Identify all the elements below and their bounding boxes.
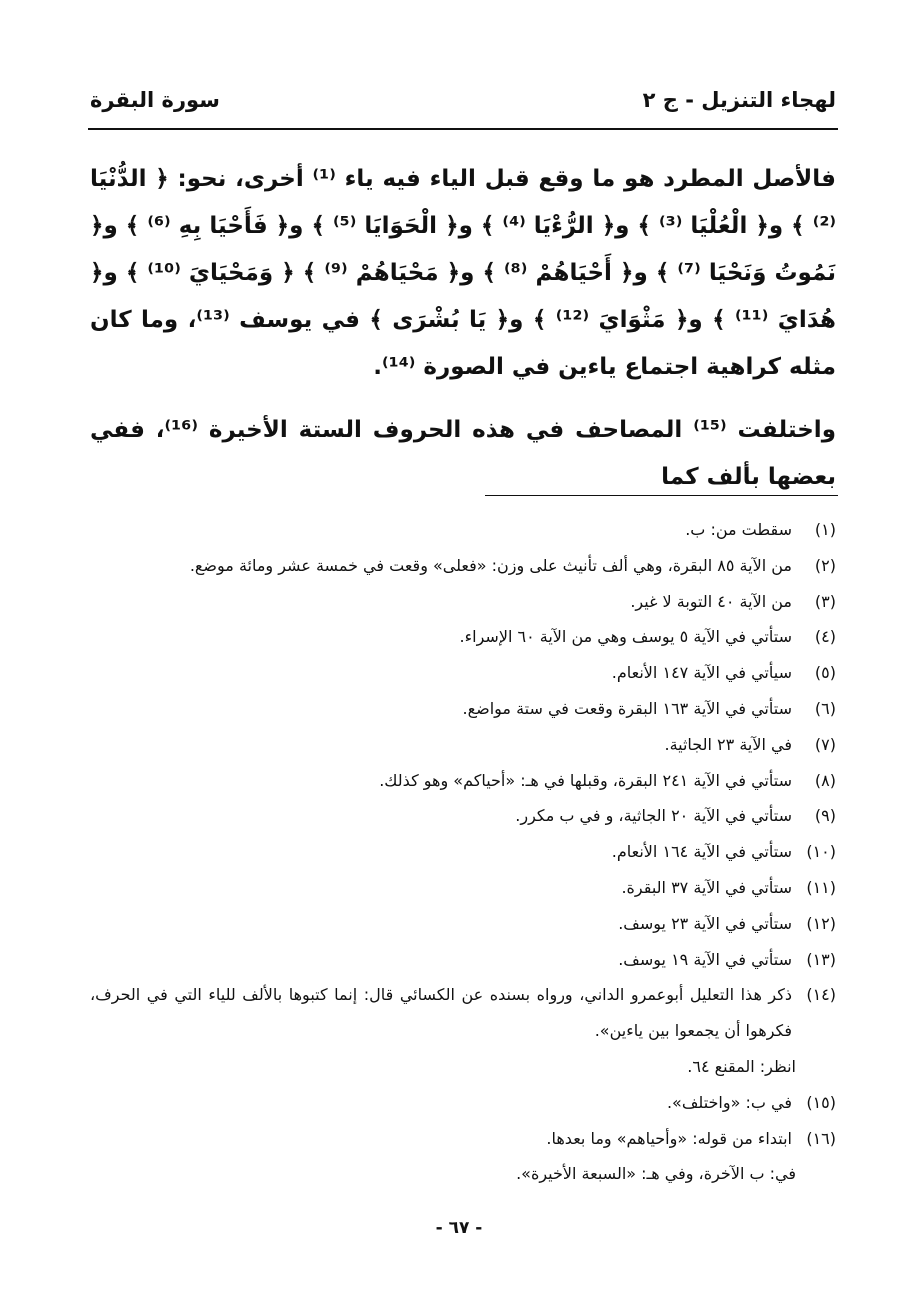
running-title-surah: سورة البقرة (90, 88, 220, 112)
footnote-1 (90, 512, 836, 548)
footnote-8 (90, 763, 836, 799)
footnote-number: (١٣) (806, 949, 836, 969)
footnote-text: ستأتي في الآية ١٩ يوسف. (618, 949, 792, 969)
footnote-text: سيأتي في الآية ١٤٧ الأنعام. (611, 663, 792, 683)
main-text (90, 156, 836, 501)
footnote-14 (90, 977, 836, 1049)
footnote-text: ستأتي في الآية ٥ يوسف وهي من الآية ٦٠ الإسراء. (459, 627, 792, 647)
footnote-number: (٩) (814, 806, 836, 826)
footnote-number: (٤) (814, 627, 836, 647)
footnote-number: (٦) (814, 698, 836, 718)
footnote-number: (٥) (814, 663, 836, 683)
footnote-16 (90, 1121, 836, 1157)
footnote-16-continuation (90, 1156, 836, 1192)
footnote-number: (١٦) (806, 1128, 836, 1148)
footnote-separator (485, 495, 838, 496)
footnote-text: ذكر هذا التعليل أبوعمرو الداني، ورواه بسنده عن الكسائي قال: إنما كتبوها بالألف للياء التي في الحرف، فكرهوا أن يجمعوا بين ياءين». (90, 985, 792, 1041)
footnote-7 (90, 727, 836, 763)
page-header (90, 82, 836, 118)
footnote-text: سقطت من: ب. (685, 520, 792, 539)
footnote-number: (١) (814, 520, 836, 539)
footnote-text: في ب: «واختلف». (666, 1092, 792, 1112)
footnote-text: من الآية ٤٠ التوبة لا غير. (630, 591, 792, 611)
footnote-13 (90, 942, 836, 978)
footnote-number: (١٤) (806, 985, 836, 1005)
footnote-text: من الآية ٨٥ البقرة، وهي ألف تأنيث على وزن: «فعلى» وقعت في خمسة عشر ومائة موضع. (189, 555, 792, 575)
footnote-4 (90, 619, 836, 655)
footnote-number: (١٥) (806, 1092, 836, 1112)
page-number: - ٦٧ - (435, 1218, 483, 1238)
footnote-text: ستأتي في الآية ١٦٤ الأنعام. (611, 842, 792, 862)
footnote-text: انظر: المقنع ٦٤. (687, 1056, 796, 1076)
footnote-5 (90, 655, 836, 691)
footnote-9 (90, 798, 836, 834)
footnote-number: (١٠) (806, 842, 836, 862)
footnote-text: ستأتي في الآية ٢٠ الجاثية، و في ب مكرر. (515, 806, 792, 826)
footnote-11 (90, 870, 836, 906)
footnote-3 (90, 584, 836, 620)
main-paragraph-1: فالأصل المطرد هو ما وقع قبل الياء فيه ياء ⁽¹⁾ أخرى، نحو: ﴿ الدُّنْيَا ⁽²⁾ ﴾ و﴿ الْعُلْيَا ⁽³⁾ ﴾ و﴿ الرُّءْيَا ⁽⁴⁾ ﴾ و﴿ الْحَوَايَا ⁽⁵⁾ ﴾ و﴿ فَأَحْيَا بِهِ ⁽⁶⁾ ﴾ و﴿ نَمُوتُ وَنَحْيَا ⁽⁷⁾ ﴾ و﴿ أَحْيَاهُمْ ⁽⁸⁾ ﴾ و﴿ مَحْيَاهُمْ ⁽⁹⁾ ﴾ ﴿ وَمَحْيَايَ ⁽¹⁰⁾ ﴾ و﴿ هُدَايَ ⁽¹¹⁾ ﴾ و﴿ مَثْوَايَ ⁽¹²⁾ ﴾ و﴿ يَا بُشْرَى ﴾ في يوسف ⁽¹³⁾، وما كان مثله كراهية اجتماع ياءين في الصورة ⁽¹⁴⁾. (90, 166, 837, 380)
footnote-text: في: ب الآخرة، وفي هـ: «السبعة الأخيرة». (516, 1164, 796, 1184)
footnote-text: ستأتي في الآية ٣٧ البقرة. (621, 877, 792, 897)
footnote-text: ستأتي في الآية ١٦٣ البقرة وقعت في ستة مواضع. (462, 698, 792, 718)
footnote-6 (90, 691, 836, 727)
footnote-10 (90, 834, 836, 870)
main-paragraph-2: واختلفت ⁽¹⁵⁾ المصاحف في هذه الحروف الستة الأخيرة ⁽¹⁶⁾، ففي بعضها بألف كما (90, 417, 836, 490)
footnote-2 (90, 548, 836, 584)
footnote-text: ابتداء من قوله: «وأحياهم» وما بعدها. (546, 1128, 792, 1148)
footnote-number: (١١) (806, 877, 836, 897)
footnote-text: ستأتي في الآية ٢٤١ البقرة، وقبلها في هـ: «أحياكم» وهو كذلك. (379, 770, 792, 790)
footnote-number: (٨) (814, 770, 836, 790)
footnote-number: (٢) (814, 555, 836, 575)
footnote-12 (90, 906, 836, 942)
footnote-text: ستأتي في الآية ٢٣ يوسف. (618, 913, 792, 933)
footnote-15 (90, 1085, 836, 1121)
footnote-number: (٣) (814, 591, 836, 611)
footnotes (90, 512, 836, 1192)
footnote-number: (١٢) (806, 913, 836, 933)
footnote-text: في الآية ٢٣ الجاثية. (664, 734, 792, 754)
header-rule (88, 128, 838, 130)
footnote-number: (٧) (814, 734, 836, 754)
footnote-14-reference (90, 1049, 836, 1085)
running-title-volume: لهجاء التنزيل - ج ٢ (642, 88, 836, 112)
